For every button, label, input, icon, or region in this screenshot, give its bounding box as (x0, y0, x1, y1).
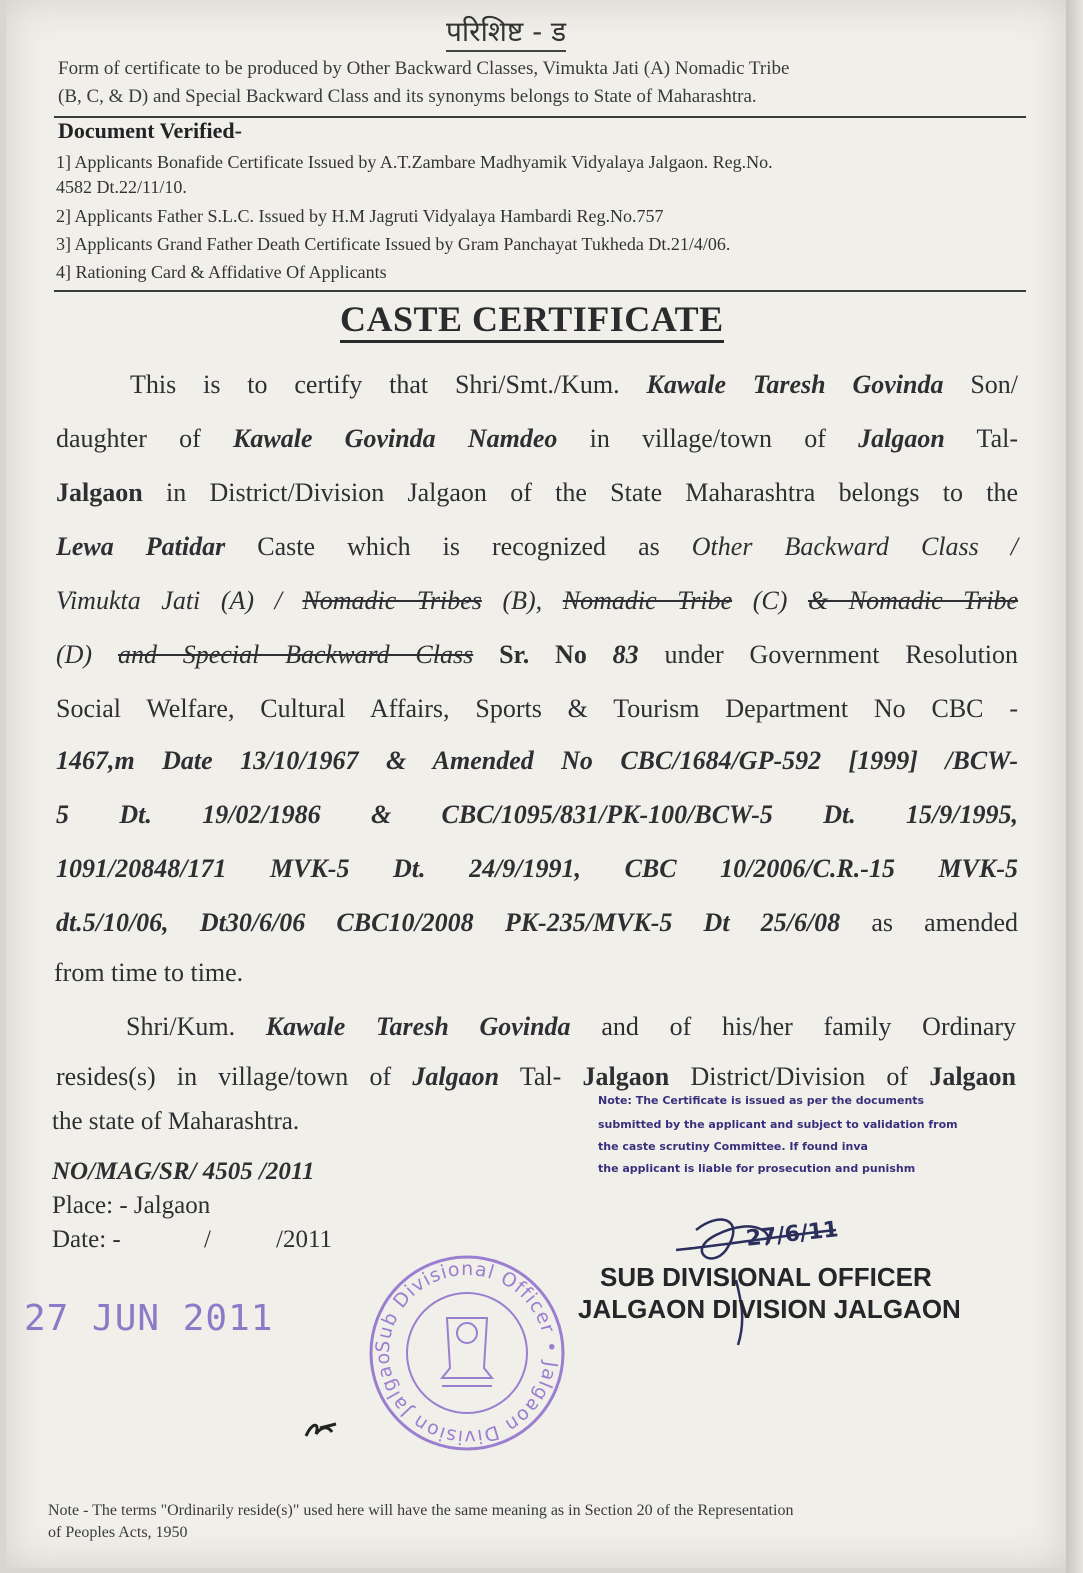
father-name: Kawale Govinda Namdeo (233, 424, 558, 453)
para1-line-10: 1091/20848/171 MVK-5 Dt. 24/9/1991, CBC 10/2006/C.R.-15 MVK-5 (56, 854, 1018, 883)
stamp-note-line-2: submitted by the applicant and subject to validation from (598, 1118, 958, 1131)
official-seal (355, 1231, 572, 1458)
para2-line-1: Shri/Kum. Kawale Taresh Govinda and of his/her family Ordinary (126, 1012, 1017, 1041)
stamp-note-line-1: Note: The Certificate is issued as per the documents (598, 1094, 925, 1107)
date-field-separator: / (204, 1226, 211, 1253)
certificate-page (6, 0, 1066, 1568)
date-field-label: Date: - (52, 1226, 121, 1253)
form-description-line-2: (B, C, & D) and Special Backward Class and its synonyms belongs to State of Maharashtra. (58, 86, 757, 107)
para1-line-9: 5 Dt. 19/02/1986 & CBC/1095/831/PK-100/BCW-5 Dt. 15/9/1995, (56, 800, 1018, 829)
date-field-year: /2011 (276, 1226, 333, 1253)
place-field: Place: - Jalgaon (52, 1192, 211, 1219)
svg-text:Sub Divisional Officer • Jalga: Sub Divisional Officer • Jalgaon Division Jalgaon • (355, 1231, 563, 1449)
para1-line-2: daughter of Kawale Govinda Namdeo in village/town of Jalgaon Tal- (56, 424, 1019, 453)
signature-date: 27/6/11 (744, 1217, 840, 1252)
para1-line-4: Lewa Patidar Caste which is recognized as Other Backward Class / (56, 532, 1019, 561)
footer-note-line-2: of Peoples Acts, 1950 (48, 1524, 188, 1541)
para1-line-12: from time to time. (54, 958, 244, 987)
document-item: 4582 Dt.22/11/10. (56, 177, 187, 197)
taluka-name: Jalgaon (56, 478, 143, 507)
footer-note-line-1: Note - The terms "Ordinarily reside(s)" used here will have the same meaning as in Section 20 of the Representation (48, 1502, 794, 1519)
form-description-line-1: Form of certificate to be produced by Other Backward Classes, Vimukta Jati (A) Nomadic Tribe (58, 58, 790, 79)
para1-line-5: Vimukta Jati (A) / Nomadic Tribes (B), Nomadic Tribe (C) & Nomadic Tribe (56, 586, 1019, 615)
caste-name: Lewa Patidar (56, 532, 226, 561)
para2-line-2: resides(s) in village/town of Jalgaon Tal- Jalgaon District/Division of Jalgaon (56, 1062, 1016, 1091)
document-item: 3] Applicants Grand Father Death Certificate Issued by Gram Panchayat Tukheda Dt.21/4/06. (56, 234, 731, 254)
received-date-stamp: 27 JUN 2011 (24, 1298, 274, 1339)
para1-line-3: Jalgaon in District/Division Jalgaon of the State Maharashtra belongs to the (56, 478, 1019, 507)
para1-line-7: Social Welfare, Cultural Affairs, Sports & Tourism Department No CBC - (56, 694, 1018, 723)
hindi-title: परिशिष्ट - ड (446, 14, 566, 52)
reference-number: NO/MAG/SR/ 4505 /2011 (52, 1158, 315, 1185)
para1-line-11: dt.5/10/06, Dt30/6/06 CBC10/2008 PK-235/MVK-5 Dt 25/6/08 as amended (56, 908, 1018, 937)
document-item: 1] Applicants Bonafide Certificate Issued by A.T.Zambare Madhyamik Vidyalaya Jalgaon. Reg.No. (56, 152, 773, 172)
para1-line-6: (D) and Special Backward Class Sr. No 83 under Government Resolution (56, 640, 1019, 669)
stamp-note-line-3: the caste scrutiny Committee. If found inva (598, 1140, 868, 1153)
document-item: 2] Applicants Father S.L.C. Issued by H.M Jagruti Vidyalaya Hambardi Reg.No.757 (56, 206, 664, 226)
para1-line-1: This is to certify that Shri/Smt./Kum. Kawale Taresh Govinda Son/ (130, 370, 1019, 399)
document-item: 4] Rationing Card & Affidative Of Applicants (56, 262, 387, 282)
para2-line-3: the state of Maharashtra. (52, 1108, 300, 1135)
page-edge (1066, 0, 1083, 1573)
initials-mark (302, 1418, 342, 1442)
certificate-title: CASTE CERTIFICATE (340, 298, 724, 343)
documents-heading: Document Verified- (58, 118, 242, 143)
officer-designation: SUB DIVISIONAL OFFICER (600, 1262, 932, 1292)
para1-line-8: 1467,m Date 13/10/1967 & Amended No CBC/1684/GP-592 [1999] /BCW- (56, 746, 1018, 775)
applicant-name: Kawale Taresh Govinda (646, 370, 944, 399)
stamp-note-line-4: the applicant is liable for prosecution and punishm (598, 1162, 916, 1175)
village-name: Jalgaon (858, 424, 945, 453)
documents-divider (54, 290, 1026, 292)
serial-number: 83 (612, 640, 639, 669)
officer-division: JALGAON DIVISION JALGAON (578, 1294, 961, 1324)
